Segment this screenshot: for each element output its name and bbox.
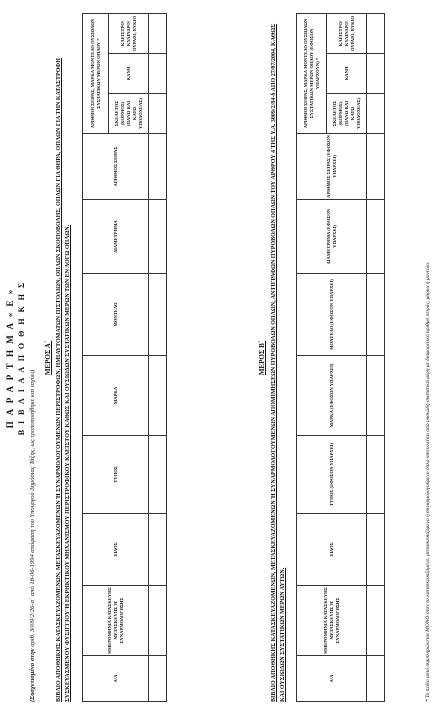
column-header-serial: ΑΡΙΘΜΟΣ ΣΕΙΡΑΣ (ΕΦΟΣΟΝ ΥΠΑΡΧΕΙ): [297, 134, 367, 200]
part-a-title: ΜΕΡΟΣ Α΄: [44, 340, 52, 376]
table-cell: [367, 356, 385, 436]
column-header-model: ΜΟΝΤΕΛΟ (ΕΦΟΣΟΝ ΥΠΑΡΧΕΙ): [297, 274, 367, 356]
table-cell: [149, 274, 167, 356]
table-cell: [367, 274, 385, 356]
table-cell: [149, 13, 167, 53]
column-header-date: ΗΜΕΡΟΜΗΝΙΑ ΚΑΤΑΣΚΕΥΗΣ ΜΕΤΑΣΚΕΥΗΣ Ή ΣΥΝΑΡΜΟΛΟΓΗΣΗΣ: [83, 586, 149, 656]
table-cell: [367, 586, 385, 656]
column-header-aa: Α/Α: [83, 656, 149, 702]
reference-note-text: αριθ. 3009/2/26-α΄ από 18-06-1994 απόφαση του Υπουργού Δημόσιας Τάξης, ως τροποποιήθηκε και ισχύει): [29, 369, 36, 649]
table-cell: [149, 586, 167, 656]
table-row: [149, 13, 167, 701]
part-b-description: ΒΙΒΛΙΟ ΑΠΟΘΗΚΗΣ ΚΑΤΑΣΚΕΥΑΖΟΜΕΝΩΝ, ΜΕΤΑΣΚΕΥΑΖΟΜΕΝΩΝ Ή ΣΥΝΑΡΜΟΛΟΓΟΥΜΕΝΩΝ ΑΠΟΜΙΜΗΣΕΩΝ ΠΥΡΟΒΟΛΩΝ ΟΠΛΩΝ, ΑΝΤΙΓΡΑΦΩΝ ΠΥΡΟΒΟΛΩΝ ΟΠΛΩΝ ΤΟΥ ΑΡΘΡΟΥ 4 ΤΗΣ Υ.Α. 3009/2/84-δ ΑΠΟ 27/07/2004, ΚΑΘΩΣ ΚΑΙ ΟΥΣΙΩΔΩΝ ΣΥΣΤΑΤΙΚΩΝ ΜΕΡΩΝ ΑΥΤΩΝ.: [271, 23, 286, 702]
table-cell: [367, 13, 385, 53]
table-cell: [367, 94, 385, 134]
table-cell: [367, 514, 385, 586]
column-header-barrel: ΚΑΝΗ: [109, 54, 149, 94]
table-cell: [367, 656, 385, 702]
column-header-frame: ΣΚΕΛΕΤΟΣ (ΚΟΡΜΟΣ) (ΠΑΝΩ ΚΑΙ ΚΑΤΩ ΥΠΟΔΟΧΕΑΣ): [327, 94, 367, 134]
table-row: [367, 13, 385, 701]
column-header-caliber: ΔΙΑΜΕΤΡΗΜΑ: [83, 200, 149, 274]
table-cell: [149, 656, 167, 702]
footnote: * Το πεδίο αυτό συμπληρώνεται ΜΟΝΟ όταν το κατασκευαζόμενο, μετασκευαζόμενο ή συναρμολογούμενο όπλο αποτελείται από ουσιώδη συστατικά μέρη με διαφορετικό αριθμό σειράς, μάρκα ή μοντέλο.: [425, 261, 431, 702]
column-header-brand: ΜΑΡΚΑ: [83, 356, 149, 436]
table-cell: [149, 94, 167, 134]
column-header-aa: Α/Α: [297, 656, 367, 702]
column-header-parts-group: ΑΡΙΘΜΟΙ ΣΕΙΡΑΣ, ΜΑΡΚΑ ΜΟΝΤΕΛΟ ΟΥΣΙΩΔΩΝ ΣΥΣΤΑΤΙΚΩΝ ΜΕΡΩΝ ΟΠΛΟΥ *: [83, 13, 109, 133]
column-header-model: ΜΟΝΤΕΛΟ: [83, 274, 149, 356]
part-b-table: [296, 13, 385, 702]
reference-note: [29, 370, 36, 702]
table-cell: [367, 436, 385, 514]
column-header-frame: ΣΚΕΛΕΤΟΣ (ΚΟΡΜΟΣ) (ΠΑΝΩ ΚΑΙ ΚΑΤΩ ΥΠΟΔΟΧΕΑΣ): [109, 94, 149, 134]
column-header-kind: ΕΙΔΟΣ: [297, 514, 367, 586]
column-header-serial: ΑΡΙΘΜΟΣ ΣΕΙΡΑΣ: [83, 134, 149, 200]
column-header-caliber: ΔΙΑΜΕΤΡΗΜΑ (ΕΦΟΣΟΝ ΥΠΑΡΧΕΙ): [297, 200, 367, 274]
part-a-table: [82, 13, 167, 702]
column-header-slide: ΚΛΕΙΣΤΡΟ/ΚΥΛΙΝΔΡΟ/ΟΥΡΑΙΟ, ΒΥΚΙΟ: [109, 13, 149, 53]
appendix-subtitle: Β Ι Β Λ Ι Α Α Π Ο Θ Η Κ Η Σ: [17, 280, 26, 436]
part-b-title: ΜΕΡΟΣ Β΄: [258, 340, 266, 376]
appendix-title: Π Α Ρ Α Ρ Τ Η Μ Α « Ε »: [5, 287, 15, 429]
table-cell: [149, 436, 167, 514]
column-header-barrel: ΚΑΝΗ: [327, 54, 367, 94]
column-header-type: ΤΥΠΟΣ (ΕΦΟΣΟΝ ΥΠΑΡΧΕΙ): [297, 436, 367, 514]
column-header-type: ΤΥΠΟΣ: [83, 436, 149, 514]
table-cell: [149, 134, 167, 200]
table-cell: [149, 514, 167, 586]
table-cell: [149, 54, 167, 94]
table-cell: [367, 54, 385, 94]
table-cell: [149, 356, 167, 436]
part-a-description: ΒΙΒΛΙΟ ΑΠΟΘΗΚΗΣ ΚΑΤΑΣΚΕΥΑΖΟΜΕΝΩΝ, ΜΕΤΑΣΚΕΥΑΖΟΜΕΝΩΝ Ή ΣΥΝΑΡΜΟΛΟΓΟΥΜΕΝΩΝ ΠΕΡΙΣΤΡΟΦΩΝ, ΗΜΙΑΥΤΟΜΑΤΩΝ ΠΙΣΤΟΛΙΩΝ, ΟΠΛΩΝ ΣΚΟΠΟΒΟΛΗΣ, ΟΠΛΩΝ ΓΙΑ ΘΗΡΑ, ΟΠΛΩΝ ΓΙΑ ΤΗΝ ΚΑΤΑΣΤΡΟΦΗ ΣΥΣΚΕΥΑΣΜΕΝΟΥ ΦΥΣΙΓΓΙΟΥ Ή ΕΚΡΗΚΤΙΚΟΥ ΜΗΧΑΝΙΣΜΟΥ ΠΕΡΙΣΤΡΟΦΙΚΟΥ ΚΛΕΙΣΤΟΥ ΚΑΘΩΣ ΚΑΙ ΟΥΣΙΩΔΩΝ ΣΥΣΤΑΤΙΚΩΝ ΜΕΡΩΝ ΤΩΝ ΕΝ ΛΟΓΩ ΟΠΛΩΝ.: [56, 58, 71, 702]
reference-note-bold: (Συσχετισμένο στην: [29, 648, 36, 702]
column-header-brand: ΜΑΡΚΑ (ΕΦΟΣΟΝ ΥΠΑΡΧΕΙ): [297, 356, 367, 436]
table-cell: [149, 200, 167, 274]
table-cell: [367, 134, 385, 200]
column-header-slide: ΚΛΕΙΣΤΡΟ/ΚΥΛΙΝΔΡΟ/ΟΥΡΑΙΟ, ΒΥΚΙΟ: [327, 13, 367, 53]
table-cell: [367, 200, 385, 274]
column-header-kind: ΕΙΔΟΣ: [83, 514, 149, 586]
column-header-parts-group: ΑΡΙΘΜΟΙ ΣΕΙΡΑΣ, ΜΑΡΚΑ ΜΟΝΤΕΛΟ ΟΥΣΙΩΔΩΝ ΣΥΣΤΑΤΙΚΩΝ ΜΕΡΩΝ ΟΠΛΟΥ (ΕΦΟΣΟΝ ΥΠΑΡΧΟΥΝ) *: [297, 13, 327, 133]
column-header-date: ΗΜΕΡΟΜΗΝΙΑ ΚΑΤΑΣΚΕΥΗΣ ΜΕΤΑΣΚΕΥΗΣ Ή ΣΥΝΑΡΜΟΛΟΓΗΣΗΣ: [297, 586, 367, 656]
